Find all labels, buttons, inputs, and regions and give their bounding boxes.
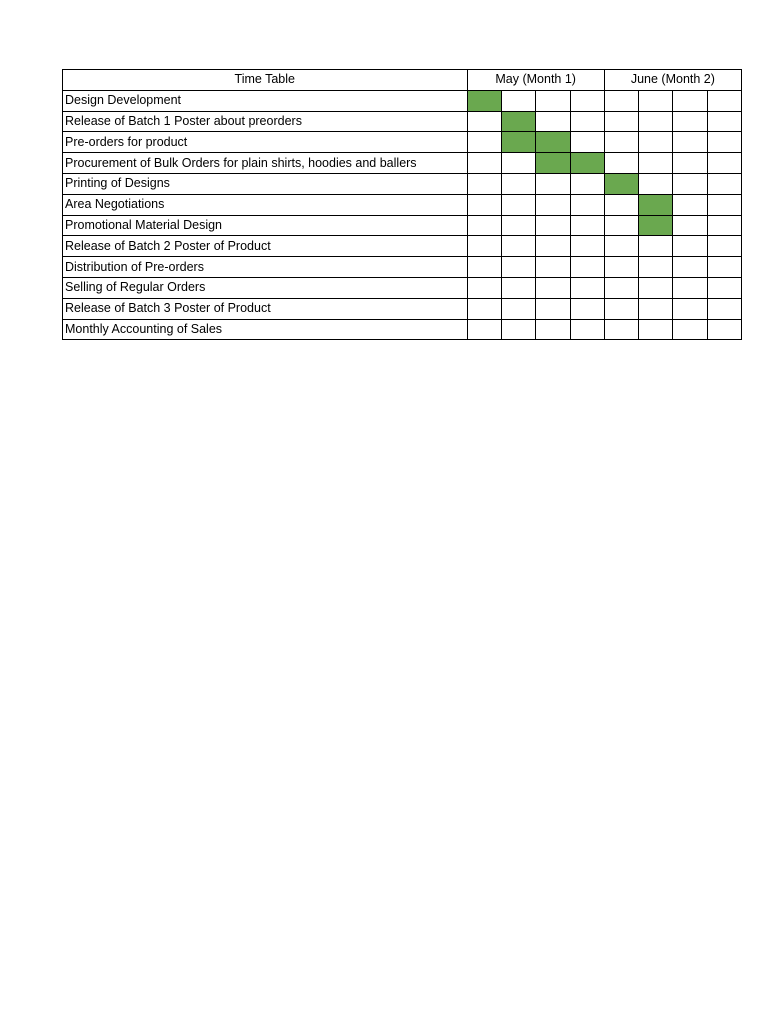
week-cell — [501, 90, 535, 111]
week-cell — [638, 319, 672, 340]
task-row — [63, 277, 742, 298]
week-cell — [570, 194, 604, 215]
week-cell-filled — [570, 153, 604, 174]
week-cell — [467, 153, 501, 174]
task-name: Selling of Regular Orders — [63, 277, 468, 298]
week-cell — [570, 236, 604, 257]
week-cell — [707, 298, 741, 319]
task-name: Promotional Material Design — [63, 215, 468, 236]
task-name: Pre-orders for product — [63, 132, 468, 153]
gantt-table — [62, 69, 742, 340]
week-cell — [672, 90, 707, 111]
week-cell — [672, 277, 707, 298]
week-cell — [535, 173, 570, 194]
week-cell — [467, 194, 501, 215]
week-cell — [604, 111, 638, 132]
week-cell — [672, 194, 707, 215]
week-cell — [501, 277, 535, 298]
week-cell — [672, 111, 707, 132]
week-cell — [638, 298, 672, 319]
week-cell — [535, 90, 570, 111]
week-cell — [707, 319, 741, 340]
week-cell — [467, 173, 501, 194]
task-row — [63, 173, 742, 194]
week-cell — [467, 111, 501, 132]
week-cell — [535, 236, 570, 257]
timetable-header: Time Table — [63, 70, 468, 91]
week-cell — [604, 90, 638, 111]
week-cell — [501, 153, 535, 174]
task-row — [63, 298, 742, 319]
task-row — [63, 132, 742, 153]
week-cell — [638, 153, 672, 174]
week-cell — [570, 215, 604, 236]
week-cell — [707, 277, 741, 298]
task-row — [63, 111, 742, 132]
week-cell — [707, 236, 741, 257]
week-cell — [707, 132, 741, 153]
task-row — [63, 194, 742, 215]
task-name: Distribution of Pre-orders — [63, 257, 468, 278]
task-row — [63, 215, 742, 236]
week-cell — [604, 277, 638, 298]
task-name: Printing of Designs — [63, 173, 468, 194]
week-cell — [604, 319, 638, 340]
task-row — [63, 153, 742, 174]
week-cell — [467, 257, 501, 278]
week-cell — [672, 215, 707, 236]
week-cell — [672, 298, 707, 319]
week-cell — [467, 236, 501, 257]
task-row — [63, 319, 742, 340]
week-cell — [707, 173, 741, 194]
week-cell — [501, 319, 535, 340]
task-name: Release of Batch 2 Poster of Product — [63, 236, 468, 257]
gantt-body — [63, 90, 742, 340]
week-cell — [570, 298, 604, 319]
week-cell — [467, 319, 501, 340]
gantt-sheet — [62, 69, 715, 341]
week-cell — [604, 153, 638, 174]
task-name: Design Development — [63, 90, 468, 111]
week-cell — [570, 257, 604, 278]
week-cell — [535, 319, 570, 340]
week-cell — [707, 153, 741, 174]
week-cell-filled — [501, 111, 535, 132]
month-2-header: June (Month 2) — [604, 70, 741, 91]
week-cell — [638, 277, 672, 298]
task-row — [63, 236, 742, 257]
week-cell — [672, 153, 707, 174]
week-cell — [467, 298, 501, 319]
week-cell — [707, 257, 741, 278]
week-cell — [672, 173, 707, 194]
week-cell — [672, 257, 707, 278]
week-cell — [501, 194, 535, 215]
week-cell — [638, 90, 672, 111]
task-row — [63, 257, 742, 278]
week-cell — [467, 215, 501, 236]
week-cell — [604, 194, 638, 215]
week-cell-filled — [501, 132, 535, 153]
week-cell — [707, 111, 741, 132]
week-cell — [604, 298, 638, 319]
week-cell — [638, 111, 672, 132]
week-cell — [638, 236, 672, 257]
month-1-header: May (Month 1) — [467, 70, 604, 91]
week-cell — [707, 215, 741, 236]
week-cell — [535, 194, 570, 215]
week-cell — [638, 132, 672, 153]
task-name: Release of Batch 3 Poster of Product — [63, 298, 468, 319]
task-name: Monthly Accounting of Sales — [63, 319, 468, 340]
task-row — [63, 90, 742, 111]
week-cell — [570, 132, 604, 153]
week-cell — [707, 90, 741, 111]
week-cell-filled — [638, 215, 672, 236]
week-cell-filled — [467, 90, 501, 111]
week-cell — [570, 111, 604, 132]
week-cell — [501, 257, 535, 278]
week-cell — [638, 173, 672, 194]
week-cell — [467, 277, 501, 298]
week-cell — [638, 257, 672, 278]
week-cell-filled — [638, 194, 672, 215]
header-row — [63, 70, 742, 91]
week-cell — [535, 257, 570, 278]
week-cell-filled — [604, 173, 638, 194]
task-name: Release of Batch 1 Poster about preorders — [63, 111, 468, 132]
week-cell — [501, 298, 535, 319]
week-cell — [570, 277, 604, 298]
week-cell — [535, 111, 570, 132]
week-cell — [535, 298, 570, 319]
week-cell — [467, 132, 501, 153]
week-cell-filled — [535, 153, 570, 174]
week-cell — [570, 173, 604, 194]
task-name: Procurement of Bulk Orders for plain shirts, hoodies and ballers — [63, 153, 468, 174]
week-cell — [501, 236, 535, 257]
week-cell — [672, 236, 707, 257]
week-cell — [501, 215, 535, 236]
week-cell — [570, 319, 604, 340]
week-cell — [604, 132, 638, 153]
week-cell-filled — [535, 132, 570, 153]
week-cell — [707, 194, 741, 215]
week-cell — [604, 236, 638, 257]
week-cell — [604, 257, 638, 278]
task-name: Area Negotiations — [63, 194, 468, 215]
week-cell — [604, 215, 638, 236]
week-cell — [535, 215, 570, 236]
week-cell — [672, 319, 707, 340]
week-cell — [570, 90, 604, 111]
week-cell — [535, 277, 570, 298]
week-cell — [672, 132, 707, 153]
week-cell — [501, 173, 535, 194]
